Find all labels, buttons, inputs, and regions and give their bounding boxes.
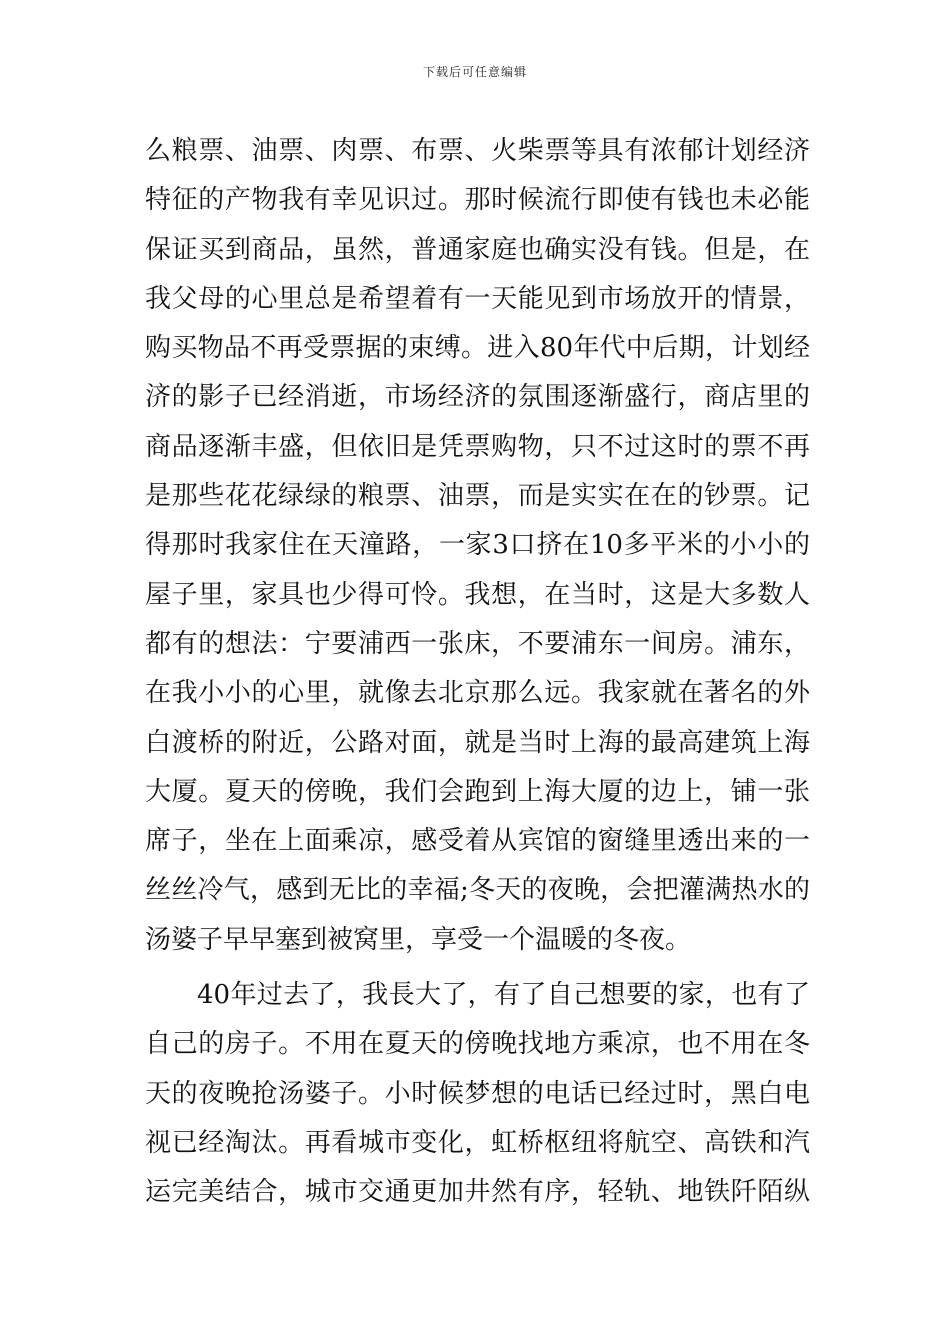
- paragraph-line: 视已经淘汰。再看城市变化，虹桥枢纽将航空、高铁和汽: [145, 1127, 810, 1158]
- paragraph-line: 都有的想法：宁要浦西一张床，不要浦东一间房。浦东，: [145, 628, 810, 659]
- paragraph-line: 自己的房子。不用在夏天的傍晚找地方乘凉，也不用在冬: [145, 1029, 810, 1060]
- paragraph-line: 济的影子已经消逝，市场经济的氛围逐渐盛行，商店里的: [145, 382, 810, 413]
- paragraph-line: 屋子里，家具也少得可怜。我想，在当时，这是大多数人: [145, 579, 810, 610]
- paragraph-line: 白渡桥的附近，公路对面，就是当时上海的最高建筑上海: [145, 727, 810, 758]
- paragraph-line: 运完美结合，城市交通更加井然有序，轻轨、地铁阡陌纵: [145, 1177, 810, 1208]
- paragraph-line: 购买物品不再受票据的束缚。进入80年代中后期，计划经: [145, 333, 810, 364]
- paragraph-2: [145, 975, 810, 1221]
- document-body: [145, 131, 810, 1222]
- paragraph-1: [145, 131, 810, 969]
- paragraph-line: 我父母的心里总是希望着有一天能见到市场放开的情景，: [145, 283, 810, 314]
- paragraph-line: 40年过去了，我長大了，有了自己想要的家，也有了: [197, 980, 810, 1011]
- paragraph-line: 大厦。夏天的傍晚，我们会跑到上海大厦的边上，铺一张: [145, 776, 810, 807]
- paragraph-line: 是那些花花绿绿的粮票、油票，而是实实在在的钞票。记: [145, 481, 810, 512]
- page-header: 下载后可任意编辑: [422, 65, 527, 79]
- paragraph-line: 保证买到商品，虽然，普通家庭也确实没有钱。但是，在: [145, 234, 810, 265]
- paragraph-line: 天的夜晚抢汤婆子。小时候梦想的电话已经过时，黑白电: [145, 1078, 810, 1109]
- paragraph-line: 么粮票、油票、肉票、布票、火柴票等具有浓郁计划经济: [145, 136, 810, 166]
- paragraph-line: 在我小小的心里，就像去北京那么远。我家就在著名的外: [145, 678, 810, 709]
- paragraph-line: 商品逐渐丰盛，但依旧是凭票购物，只不过这时的票不再: [145, 431, 810, 462]
- paragraph-line: 得那时我家住在天潼路，一家3口挤在10多平米的小小的: [145, 530, 810, 561]
- paragraph-line: 特征的产物我有幸见识过。那时候流行即使有钱也未必能: [145, 185, 810, 216]
- paragraph-line: 丝丝冷气，感到无比的幸福;冬天的夜晚，会把灌满热水的: [145, 875, 810, 906]
- paragraph-line: 汤婆子早早塞到被窝里，享受一个温暖的冬夜。: [145, 924, 692, 955]
- paragraph-line: 席子，坐在上面乘凉，感受着从宾馆的窗缝里透出来的一: [145, 826, 810, 857]
